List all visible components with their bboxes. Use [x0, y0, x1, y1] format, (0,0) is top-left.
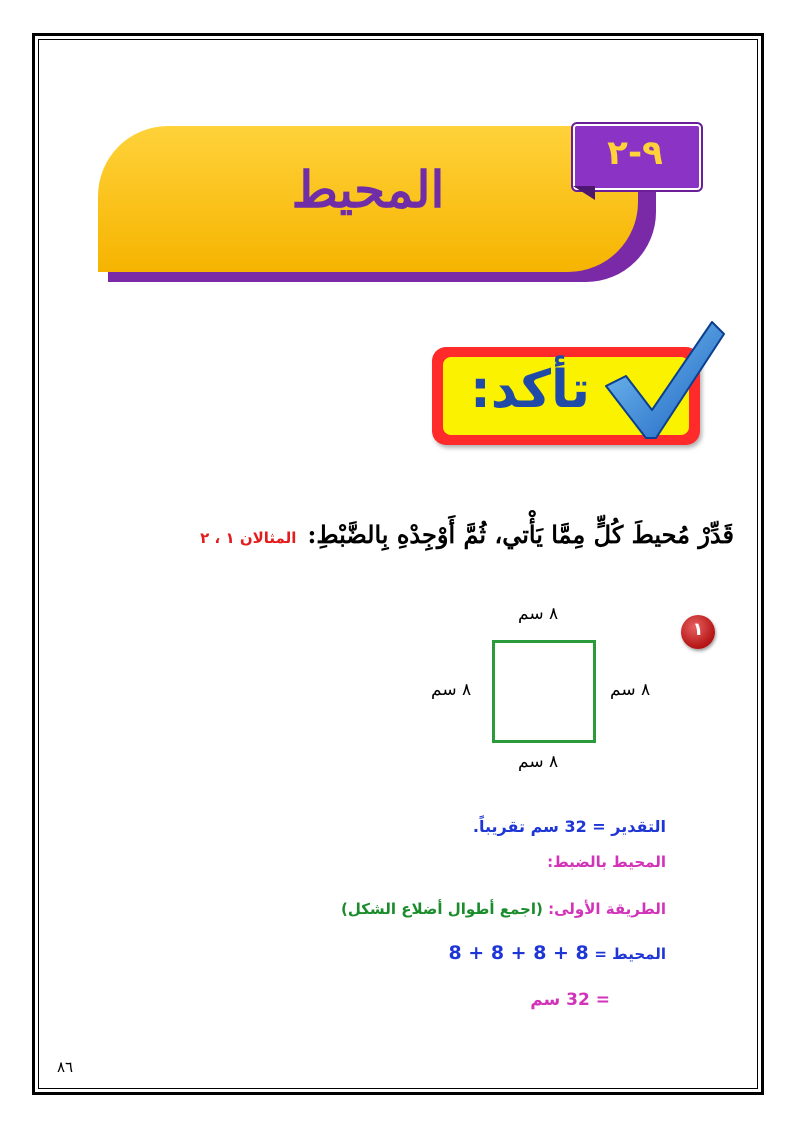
side-label-left: ٨ سم [431, 680, 472, 700]
method-text: (اجمع أطوال أضلاع الشكل) [340, 900, 543, 918]
page-number: ٨٦ [57, 1058, 74, 1076]
lesson-title: المحيط [291, 160, 445, 219]
instruction [200, 520, 734, 549]
question-number: ١ [692, 619, 704, 640]
perimeter-label: المحيط = [594, 945, 666, 963]
checkmark-icon [600, 314, 730, 444]
perimeter-line [448, 942, 666, 964]
method-line [341, 900, 666, 918]
instruction-text: قَدِّرْ مُحيطَ كُلٍّ مِمَّا يَأْتي، ثُمَّ أَوْجِدْهِ بِالضَّبْطِ: [307, 520, 734, 549]
check-label: تأكد: [469, 360, 591, 420]
method-label: الطريقة الأولى: [548, 900, 666, 918]
side-label-top: ٨ سم [518, 604, 559, 624]
lesson-number: ٩-٢ [607, 133, 663, 173]
square-figure [492, 640, 596, 743]
side-label-bottom: ٨ سم [518, 752, 559, 772]
side-label-right: ٨ سم [610, 680, 651, 700]
lesson-tab-fold [573, 186, 595, 200]
example-reference: المثالان ١ ، ٢ [200, 529, 297, 547]
perimeter-result: = 32 سم [530, 990, 610, 1010]
estimate-line: التقدير = 32 سم تقريباً. [472, 817, 666, 836]
exact-heading: المحيط بالضبط: [547, 853, 666, 871]
perimeter-expression: 8 + 8 + 8 + 8 [448, 942, 589, 964]
